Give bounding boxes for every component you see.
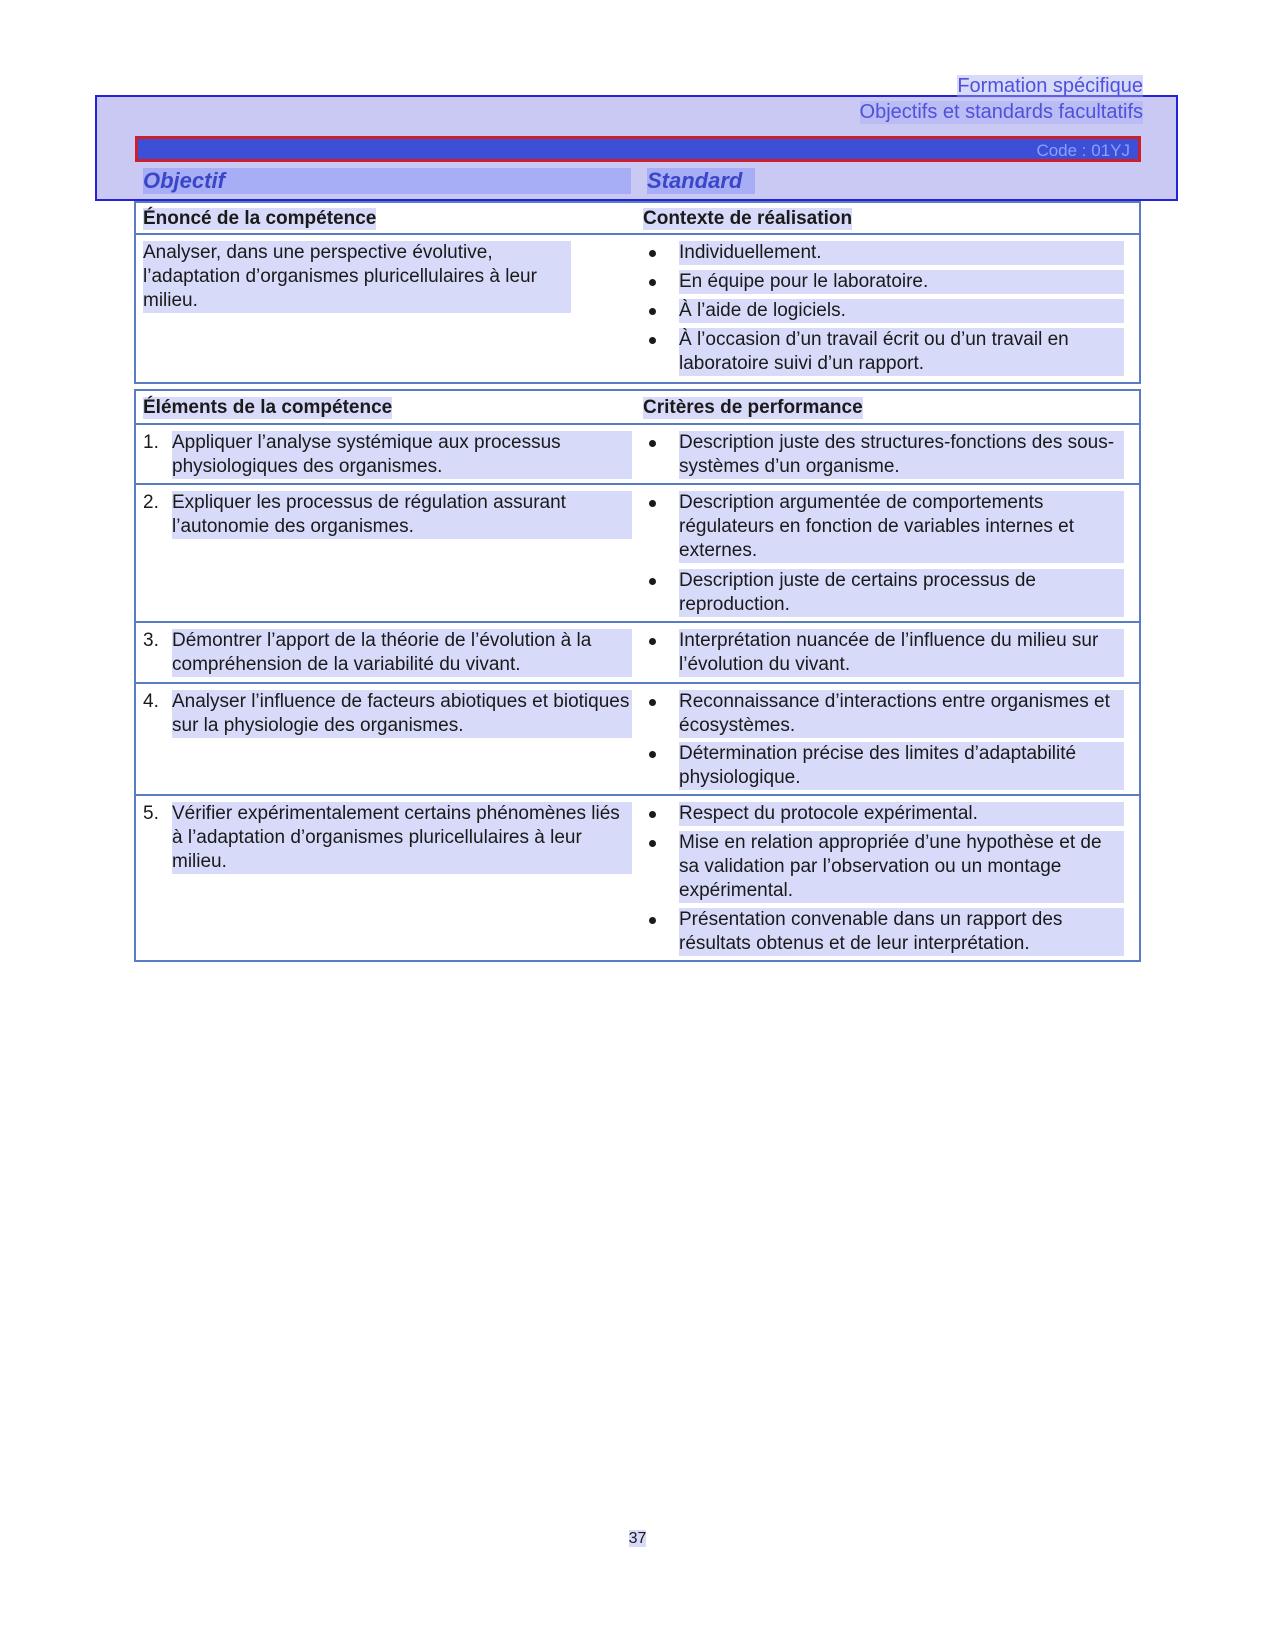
context-item: À l’aide de logiciels. [679,299,1124,323]
list-item [649,431,1129,479]
table-row [136,423,1139,483]
table-header-row [136,203,1139,233]
performance-criterion: Mise en relation appropriée d’une hypothèse et de sa validation par l’observation ou un montage expérimental. [679,831,1124,903]
performance-criterion: Description juste de certains processus de reproduction. [679,569,1124,617]
statement-column-header: Énoncé de la compétence [143,208,377,229]
context-column-header: Contexte de réalisation [643,208,853,229]
competency-statement: Analyser, dans une perspective évolutive, l’adaptation d’organismes pluricellulaires à leur milieu. [143,241,571,313]
criteria-column-header: Critères de performance [643,397,863,418]
performance-criterion: Détermination précise des limites d’adaptabilité physiologique. [679,742,1124,790]
competency-element: Démontrer l’apport de la théorie de l’évolution à la compréhension de la variabilité du vivant. [172,629,632,677]
bullet-icon [649,440,656,447]
element-number: 4. [143,691,159,712]
list-item [649,491,1129,563]
list-item [649,742,1129,790]
performance-criterion: Respect du protocole expérimental. [679,802,1124,826]
bullet-icon [649,308,656,315]
list-item [649,569,1129,617]
course-code: Code : 01YJ [1036,141,1130,160]
list-item [649,908,1129,956]
bullet-icon [649,578,656,585]
table-row [136,682,1139,794]
element-number: 3. [143,630,159,651]
bullet-icon [649,250,656,257]
table-header-row [136,391,1139,423]
section-title: Formation spécifique [957,75,1143,97]
table-row [136,621,1139,682]
page-number [0,1530,1275,1548]
performance-criterion: Reconnaissance d’interactions entre organismes et écosystèmes. [679,690,1124,738]
element-number: 1. [143,432,159,453]
objectif-heading: Objectif [143,168,631,194]
bullet-icon [649,699,656,706]
table-row [136,233,1139,382]
competency-element: Appliquer l’analyse systémique aux processus physiologiques des organismes. [172,431,632,479]
competency-element: Expliquer les processus de régulation assurant l’autonomie des organismes. [172,491,632,539]
element-number: 5. [143,803,159,824]
elements-column-header: Éléments de la compétence [143,397,393,418]
element-number: 2. [143,492,159,513]
performance-criterion: Interprétation nuancée de l’influence du milieu sur l’évolution du vivant. [679,629,1124,677]
list-item [649,328,1129,376]
section-subtitle: Objectifs et standards facultatifs [859,101,1143,123]
competency-element: Analyser l’influence de facteurs abiotiques et biotiques sur la physiologie des organismes. [172,690,632,738]
competency-elements-table [134,389,1141,962]
list-item [649,802,1129,826]
list-item [649,629,1129,677]
performance-criterion: Description juste des structures-fonctions des sous-systèmes d’un organisme. [679,431,1124,479]
bullet-icon [649,917,656,924]
table-row [136,794,1139,960]
list-item [649,241,1129,265]
bullet-icon [649,500,656,507]
bullet-icon [649,638,656,645]
context-item: En équipe pour le laboratoire. [679,270,1124,294]
performance-criterion: Présentation convenable dans un rapport des résultats obtenus et de leur interprétation. [679,908,1124,956]
list-item [649,690,1129,738]
bullet-icon [649,337,656,344]
competency-element: Vérifier expérimentalement certains phénomènes liés à l’adaptation d’organismes pluricellulaires à leur milieu. [172,802,632,874]
context-item: Individuellement. [679,241,1124,265]
bullet-icon [649,751,656,758]
bullet-icon [649,840,656,847]
performance-criterion: Description argumentée de comportements régulateurs en fonction de variables internes et externes. [679,491,1124,563]
table-row [136,483,1139,621]
code-bar [135,136,1141,162]
bullet-icon [649,279,656,286]
competency-statement-table [134,201,1141,384]
context-item: À l’occasion d’un travail écrit ou d’un travail en laboratoire suivi d’un rapport. [679,328,1124,376]
page-number-text: 37 [628,1530,647,1547]
list-item [649,299,1129,323]
standard-heading: Standard [647,168,755,194]
list-item [649,270,1129,294]
list-item [649,831,1129,903]
bullet-icon [649,811,656,818]
